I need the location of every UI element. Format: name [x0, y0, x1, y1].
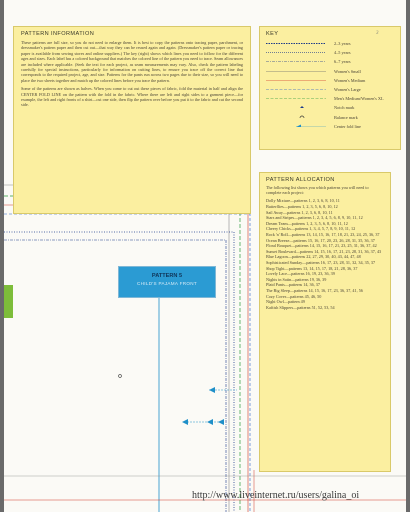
allocation-item: Lovely Lace—patterns 16, 19, 23, 36, 39	[266, 271, 335, 277]
key-row	[266, 86, 394, 95]
key-row-label: Center fold line	[334, 123, 361, 129]
key-row-label: Men's Medium/Women's XL	[334, 96, 384, 102]
key-row	[266, 58, 394, 67]
key-row-label: Women's Medium	[334, 77, 366, 83]
allocation-item: The Big Sleep—patterns 14, 15, 16, 17, 23, 36, 37, 41, 56	[266, 287, 363, 293]
allocation-item: Sunset Boulevard—patterns 14, 15, 16, 17, 21, 23, 28, 31, 36, 37, 43	[266, 248, 382, 254]
allocation-item: Butterflies—patterns 1, 2, 3, 5, 6, 8, 10, 12	[266, 204, 338, 209]
allocation-item: Sophisticated Sunday—patterns 16, 17, 23, 28, 31, 32, 34, 35, 37	[266, 259, 376, 265]
key-line-sample	[266, 124, 326, 127]
allocation-item: Ocean Breeze—patterns 15, 16, 17, 20, 23, 26, 28, 31, 35, 36, 37	[266, 237, 375, 243]
allocation-item: Nights in Satin—patterns 19, 36, 39	[266, 276, 327, 282]
green-edge-tab	[4, 285, 13, 318]
pattern-5-label	[118, 266, 216, 298]
allocation-item: Floral Bouquet—patterns 14, 15, 16, 17, 21, 23, 25, 31, 36, 37, 42	[266, 243, 377, 249]
key-line-sample	[266, 41, 326, 44]
pattern-information-title: PATTERN INFORMATION	[21, 31, 95, 37]
key-row	[266, 114, 394, 123]
allocation-item: Kaftish Slippers—patterns 51, 52, 53, 54	[266, 304, 335, 310]
allocation-item: Dream Team—patterns 1, 2, 3, 5, 6, 8, 10, 11, 12	[266, 220, 348, 226]
key-row-label: Women's Small	[334, 68, 361, 74]
key-title: KEY	[266, 31, 279, 37]
key-row-label: Notch mark	[334, 105, 355, 111]
allocation-item: Cheery Chicks—patterns 1, 3, 4, 5, 7, 8, 9, 10, 11, 12	[266, 226, 356, 232]
key-row-label: Balance mark	[334, 114, 358, 120]
key-row-label: Women's Large	[334, 86, 361, 92]
allocation-item: Night Owl—pattern 49	[266, 299, 305, 305]
pattern-information-box	[13, 26, 251, 214]
allocation-item: Dolly Mixture—patterns 1, 2, 3, 6, 8, 10, 11	[266, 198, 340, 204]
allocation-item: Blue Lagoon—patterns 22, 27, 29, 30, 40, 43, 44, 47, 48	[266, 254, 361, 260]
allocation-item: Shop Tight—patterns 13, 14, 15, 17, 18, 21, 28, 36, 37	[266, 265, 358, 271]
key-line-sample	[266, 78, 326, 81]
pattern-label-title: PATTERN 5	[151, 273, 183, 279]
key-row	[266, 104, 394, 113]
key-line-sample	[266, 69, 326, 72]
key-row-label: 4–5 years	[334, 50, 351, 56]
key-row	[266, 40, 394, 49]
key-line-sample	[266, 115, 326, 118]
allocation-item: Sail Away—patterns 1, 2, 3, 6, 8, 10, 11	[266, 209, 333, 215]
key-page-number: 3	[376, 31, 379, 36]
key-line-sample	[266, 105, 326, 108]
key-row	[266, 77, 394, 86]
key-row	[266, 49, 394, 58]
pattern-allocation-title: PATTERN ALLOCATION	[266, 177, 335, 183]
info-paragraph: Some of the patterns are shown as halves. When you come to cut out these pieces of fabric, fold the material in half and align the CENTER FOLD LINE on the pattern with the fold in the fabric. Where there are left and right sides to a garment piece—for example, the left and right fronts of a shirt—cut one side, then flip the pattern over before you put it to the fabric and cut the second side.	[21, 86, 243, 108]
allocation-item: Cozy Cover—patterns 45, 46, 50	[266, 293, 322, 299]
pattern-label-subtitle: CHILD'S PAJAMA FRONT	[137, 281, 197, 286]
allocation-item: Stars and Stripes—patterns 1, 2, 3, 4, 5, 6, 8, 9, 10, 11, 12	[266, 215, 363, 221]
allocation-item: Plaid Pants—patterns 14, 36, 37	[266, 282, 320, 288]
key-line-sample	[266, 50, 326, 53]
allocation-item: Rock 'n' Roll—patterns 13, 14, 15, 16, 17, 18, 21, 23, 24, 25, 36, 37	[266, 231, 380, 237]
key-row	[266, 123, 394, 132]
key-row	[266, 95, 394, 104]
key-box	[259, 26, 401, 150]
pattern-sheet-page	[4, 0, 406, 512]
pattern-allocation-intro: The following list shows you which patterns you will need to complete each project:	[266, 185, 369, 196]
key-line-sample	[266, 59, 326, 62]
key-line-sample	[266, 96, 326, 99]
key-row	[266, 68, 394, 77]
key-row-label: 2–3 years	[334, 41, 351, 46]
watermark-url: http://www.liveinternet.ru/users/galina_oi	[192, 490, 360, 501]
key-line-sample	[266, 87, 326, 90]
key-row-label: 6–7 years	[334, 59, 351, 65]
pattern-allocation-box	[259, 172, 391, 472]
info-paragraph: These patterns are full size, so you do not need to enlarge them. It is best to copy the patterns onto tracing paper, parchment, or dressmaker's pattern paper and then cut out—that way they can be reused again and again. (Dressmaker's pattern paper or tracing paper is available from sewing stores and online suppliers.) The key (right) shows which lines you need to follow for the different ages and sizes. Each label has a colored background that matches the colored line of the pattern you need to trace. Seam allowances are included where applicable. (Seek the text for each project, as seam measurements may vary. Also, check the pattern labeling carefully for special instructions, particularly for information on cutting lines, to ensure you trace off the correct line that corresponds to the required project, age, and size. Patterns for the pants run across two pages due to their size, so you will need to place the two sheets together and match up the colored lines before you trace the pattern.	[21, 40, 243, 83]
